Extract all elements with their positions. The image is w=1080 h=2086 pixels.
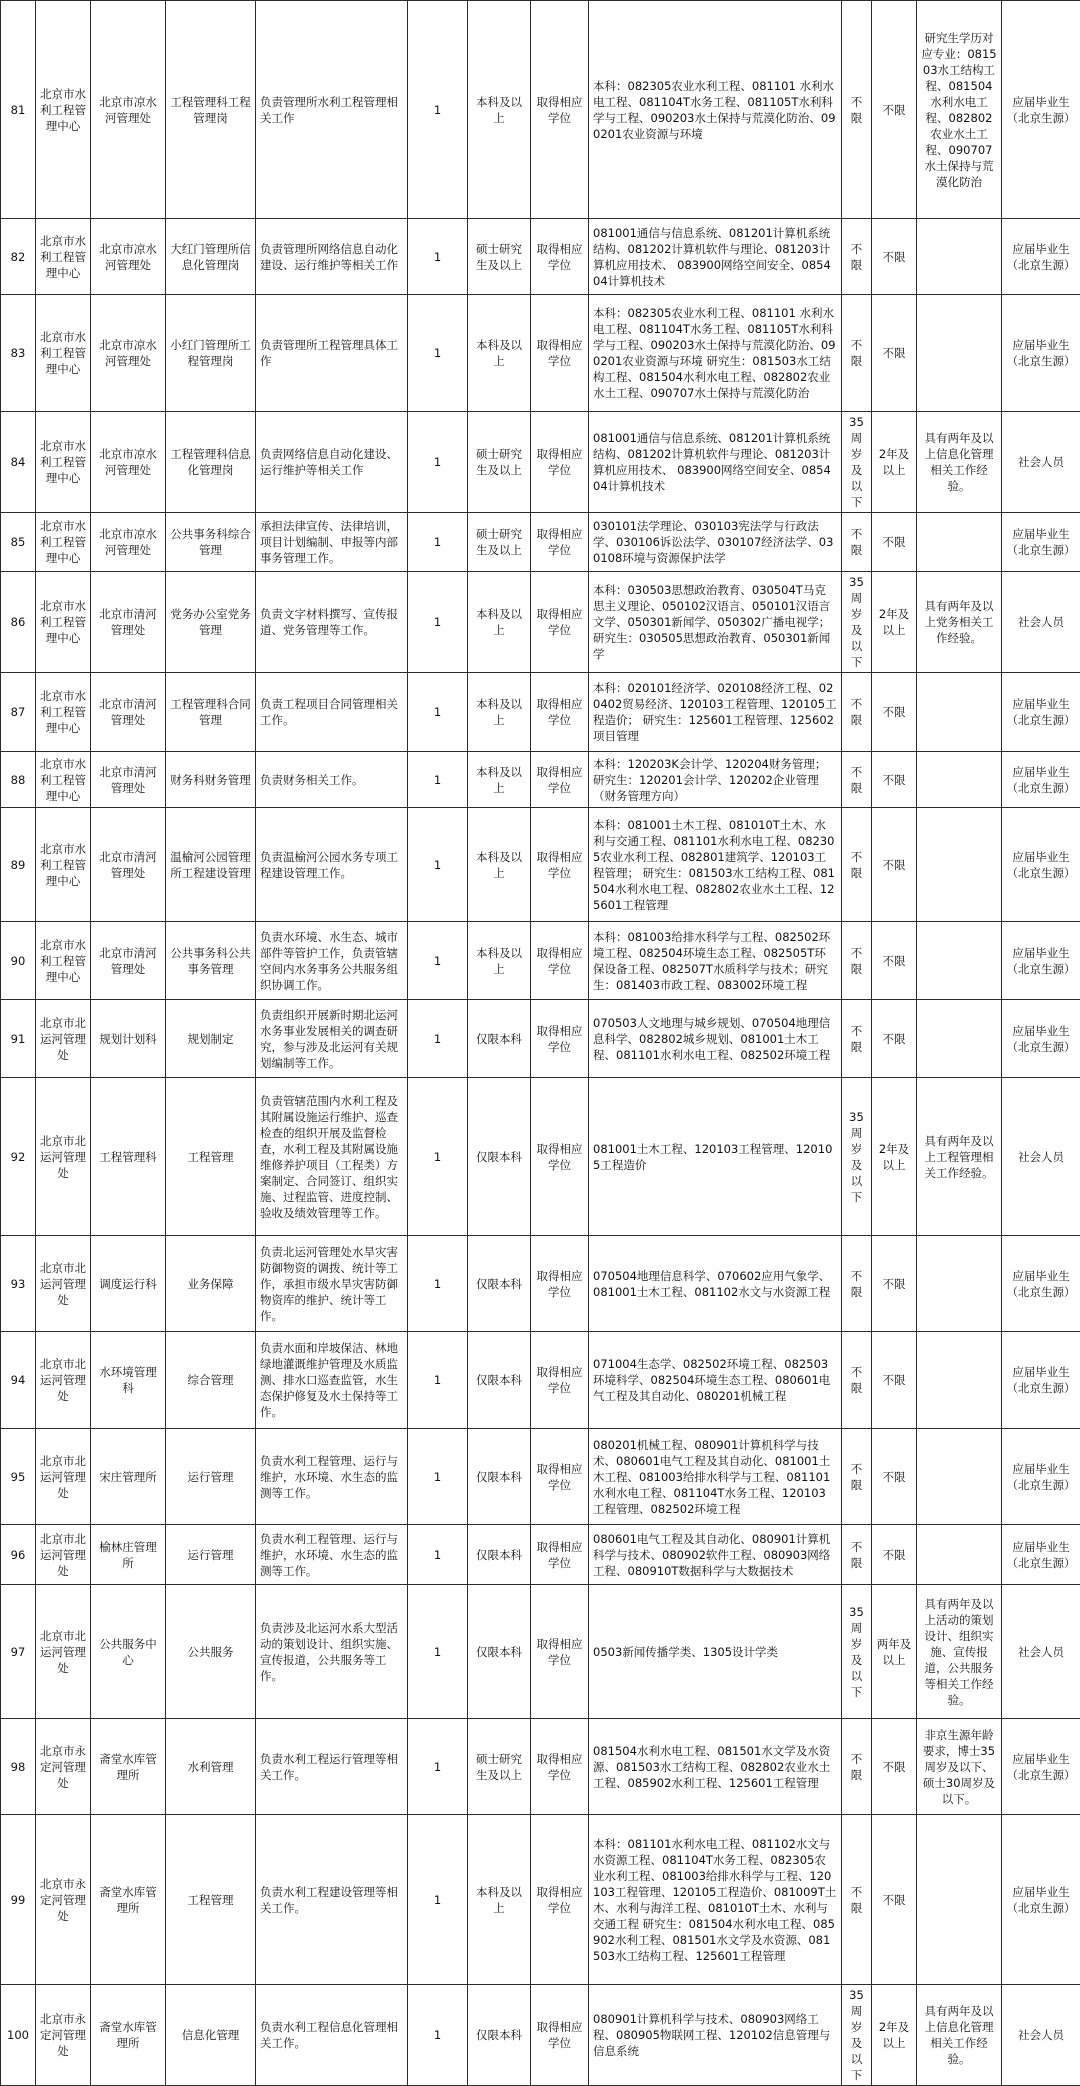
duty-cell: 负责涉及北运河水系大型活动的策划设计、组织实施、宣传报道，公共服务等工作。 — [256, 1585, 408, 1719]
headcount-cell: 1 — [408, 752, 468, 808]
other-requirement-cell — [917, 1236, 1002, 1332]
department-cell: 北京市水利工程管理中心 — [36, 673, 91, 752]
unit-cell: 北京市清河管理处 — [91, 808, 166, 922]
degree-cell: 取得相应学位 — [531, 572, 589, 673]
other-requirement-cell — [917, 295, 1002, 412]
age-cell: 35周岁及以下 — [842, 1985, 872, 2086]
headcount-cell: 1 — [408, 1719, 468, 1815]
other-requirement-cell — [917, 1429, 1002, 1525]
unit-cell: 斋堂水库管理所 — [91, 1815, 166, 1985]
degree-cell: 取得相应学位 — [531, 219, 589, 295]
duty-cell: 负责管辖范围内水利工程及其附属设施运行维护、巡查检查的组织开展及监督检查，水利工程及其附属设施维修养护项目（工程类）方案制定、合同签订、组织实施、过程监管、进度控制、验收及绩效管理等工作。 — [256, 1078, 408, 1236]
post-cell: 规划制定 — [166, 1000, 256, 1078]
education-cell: 本科及以上 — [468, 808, 531, 922]
table-row — [1, 1719, 1080, 1815]
duty-cell: 负责水利工程管理、运行与维护，水环境、水生态的监测等工作。 — [256, 1429, 408, 1525]
major-cell: 070504地理信息科学、070602应用气象学、081001土木工程、081102水文与水资源工程 — [589, 1236, 842, 1332]
headcount-cell: 1 — [408, 219, 468, 295]
unit-cell: 北京市清河管理处 — [91, 572, 166, 673]
major-cell: 本科：120203K会计学、120204财务管理；研究生：120201会计学、120202企业管理（财务管理方向） — [589, 752, 842, 808]
experience-cell: 不限 — [872, 219, 917, 295]
unit-cell: 调度运行科 — [91, 1236, 166, 1332]
target-cell: 应届毕业生（北京生源） — [1002, 513, 1080, 572]
degree-cell: 取得相应学位 — [531, 673, 589, 752]
target-cell: 应届毕业生（北京生源） — [1002, 1429, 1080, 1525]
unit-cell: 北京市凉水河管理处 — [91, 1, 166, 219]
other-requirement-cell — [917, 752, 1002, 808]
age-cell: 不限 — [842, 1815, 872, 1985]
target-cell: 社会人员 — [1002, 1585, 1080, 1719]
other-requirement-cell: 研究生学历对应专业：081503水工结构工程、081504水利水电工程、082802农业水土工程、090707水土保持与荒漠化防治 — [917, 1, 1002, 219]
duty-cell: 负责水利工程管理、运行与维护，水环境、水生态的监测等工作。 — [256, 1525, 408, 1585]
headcount-cell: 1 — [408, 1815, 468, 1985]
unit-cell: 斋堂水库管理所 — [91, 1719, 166, 1815]
table-row — [1, 1429, 1080, 1525]
department-cell: 北京市水利工程管理中心 — [36, 513, 91, 572]
headcount-cell: 1 — [408, 572, 468, 673]
major-cell: 080601电气工程及其自动化、080901计算机科学与技术、080902软件工程、080903网络工程、080910T数据科学与大数据技术 — [589, 1525, 842, 1585]
post-cell: 温榆河公园管理所工程建设管理 — [166, 808, 256, 922]
table-row — [1, 295, 1080, 412]
target-cell: 应届毕业生（北京生源） — [1002, 1000, 1080, 1078]
age-cell: 35周岁及以下 — [842, 572, 872, 673]
row-number-cell: 88 — [1, 752, 36, 808]
education-cell: 仅限本科 — [468, 1000, 531, 1078]
duty-cell: 负责工程项目合同管理相关工作。 — [256, 673, 408, 752]
headcount-cell: 1 — [408, 1000, 468, 1078]
experience-cell: 2年及以上 — [872, 1985, 917, 2086]
duty-cell: 承担法律宣传、法律培训，项目计划编制、申报等内部事务管理工作。 — [256, 513, 408, 572]
row-number-cell: 97 — [1, 1585, 36, 1719]
experience-cell: 不限 — [872, 1, 917, 219]
degree-cell: 取得相应学位 — [531, 513, 589, 572]
experience-cell: 不限 — [872, 673, 917, 752]
experience-cell: 2年及以上 — [872, 572, 917, 673]
post-cell: 公共事务科公共事务管理 — [166, 922, 256, 1000]
duty-cell: 负责管理所工程管理具体工作 — [256, 295, 408, 412]
target-cell: 应届毕业生（北京生源） — [1002, 922, 1080, 1000]
education-cell: 仅限本科 — [468, 1236, 531, 1332]
table-body — [1, 1, 1080, 2086]
major-cell: 本科：082305农业水利工程、081101 水利水电工程、081104T水务工程、081105T水利科学与工程、090203水土保持与荒漠化防治、090201农业资源与环境 — [589, 1, 842, 219]
row-number-cell: 85 — [1, 513, 36, 572]
unit-cell: 工程管理科 — [91, 1078, 166, 1236]
other-requirement-cell — [917, 1525, 1002, 1585]
education-cell: 仅限本科 — [468, 1429, 531, 1525]
target-cell: 应届毕业生（北京生源） — [1002, 1815, 1080, 1985]
other-requirement-cell — [917, 808, 1002, 922]
major-cell: 本科：020101经济学、020108经济工程、020402贸易经济、120103工程管理、120105工程造价； 研究生：125601工程管理、125602项目管理 — [589, 673, 842, 752]
table-row — [1, 922, 1080, 1000]
department-cell: 北京市水利工程管理中心 — [36, 412, 91, 513]
degree-cell: 取得相应学位 — [531, 1719, 589, 1815]
other-requirement-cell — [917, 1332, 1002, 1429]
other-requirement-cell — [917, 922, 1002, 1000]
experience-cell: 不限 — [872, 1719, 917, 1815]
post-cell: 工程管理 — [166, 1078, 256, 1236]
education-cell: 仅限本科 — [468, 1078, 531, 1236]
degree-cell: 取得相应学位 — [531, 1985, 589, 2086]
table-row — [1, 513, 1080, 572]
target-cell: 应届毕业生（北京生源） — [1002, 1332, 1080, 1429]
unit-cell: 宋庄管理所 — [91, 1429, 166, 1525]
age-cell: 不限 — [842, 1719, 872, 1815]
experience-cell: 2年及以上 — [872, 1078, 917, 1236]
headcount-cell: 1 — [408, 1, 468, 219]
age-cell: 不限 — [842, 295, 872, 412]
department-cell: 北京市北运河管理处 — [36, 1429, 91, 1525]
post-cell: 财务科财务管理 — [166, 752, 256, 808]
duty-cell: 负责水面和岸坡保洁、林地绿地灌溉维护管理及水质监测、排水口巡查监管，水生态保护修复及水土保持等工作。 — [256, 1332, 408, 1429]
table-row — [1, 572, 1080, 673]
row-number-cell: 81 — [1, 1, 36, 219]
education-cell: 本科及以上 — [468, 673, 531, 752]
unit-cell: 北京市清河管理处 — [91, 922, 166, 1000]
experience-cell: 不限 — [872, 1525, 917, 1585]
other-requirement-cell: 具有两年及以上党务相关工作经验。 — [917, 572, 1002, 673]
unit-cell: 北京市凉水河管理处 — [91, 412, 166, 513]
degree-cell: 取得相应学位 — [531, 1585, 589, 1719]
age-cell: 35周岁及以下 — [842, 412, 872, 513]
duty-cell: 负责北运河管理处水旱灾害防御物资的调拨、统计等工作，承担市级水旱灾害防御物资库的维护、统计等工作。 — [256, 1236, 408, 1332]
table-row — [1, 1985, 1080, 2086]
row-number-cell: 87 — [1, 673, 36, 752]
headcount-cell: 1 — [408, 922, 468, 1000]
major-cell: 070503人文地理与城乡规划、070504地理信息科学、082802城乡规划、081001土木工程、081101水利水电工程、082502环境工程 — [589, 1000, 842, 1078]
degree-cell: 取得相应学位 — [531, 752, 589, 808]
target-cell: 应届毕业生（北京生源） — [1002, 752, 1080, 808]
age-cell: 不限 — [842, 1525, 872, 1585]
table-row — [1, 1, 1080, 219]
major-cell: 本科：081003给排水科学与工程、082502环境工程、082504环境生态工程、082505T环保设备工程、082507T水质科学与技术；研究生：081403市政工程、083002环境工程 — [589, 922, 842, 1000]
row-number-cell: 94 — [1, 1332, 36, 1429]
department-cell: 北京市北运河管理处 — [36, 1332, 91, 1429]
experience-cell: 2年及以上 — [872, 412, 917, 513]
major-cell: 081001通信与信息系统、081201计算机系统结构、081202计算机软件与理论、081203计算机应用技术、 083900网络空间安全、085404计算机技术 — [589, 412, 842, 513]
age-cell: 不限 — [842, 808, 872, 922]
age-cell: 不限 — [842, 922, 872, 1000]
education-cell: 硕士研究生及以上 — [468, 1719, 531, 1815]
other-requirement-cell: 具有两年及以上信息化管理相关工作经验。 — [917, 412, 1002, 513]
table-row — [1, 1236, 1080, 1332]
major-cell: 本科：030503思想政治教育、030504T马克思主义理论、050102汉语言、050101汉语言文学、050301新闻学、050302广播电视学；研究生：030505思想政治教育、050301新闻学 — [589, 572, 842, 673]
post-cell: 信息化管理 — [166, 1985, 256, 2086]
experience-cell: 不限 — [872, 1429, 917, 1525]
post-cell: 小红门管理所工程管理岗 — [166, 295, 256, 412]
post-cell: 大红门管理所信息化管理岗 — [166, 219, 256, 295]
post-cell: 综合管理 — [166, 1332, 256, 1429]
post-cell: 公共服务 — [166, 1585, 256, 1719]
table-row — [1, 412, 1080, 513]
unit-cell: 北京市凉水河管理处 — [91, 295, 166, 412]
education-cell: 硕士研究生及以上 — [468, 513, 531, 572]
headcount-cell: 1 — [408, 1985, 468, 2086]
duty-cell: 负责水利工程运行管理等相关工作。 — [256, 1719, 408, 1815]
degree-cell: 取得相应学位 — [531, 1078, 589, 1236]
unit-cell: 北京市清河管理处 — [91, 673, 166, 752]
table-row — [1, 752, 1080, 808]
major-cell: 030101法学理论、030103宪法学与行政法学、030106诉讼法学、030107经济法学、030108环境与资源保护法学 — [589, 513, 842, 572]
education-cell: 本科及以上 — [468, 1815, 531, 1985]
department-cell: 北京市北运河管理处 — [36, 1585, 91, 1719]
target-cell: 应届毕业生（北京生源） — [1002, 1719, 1080, 1815]
unit-cell: 北京市凉水河管理处 — [91, 219, 166, 295]
other-requirement-cell: 非京生源年龄要求，博士35周岁及以下、硕士30周岁及以下。 — [917, 1719, 1002, 1815]
headcount-cell: 1 — [408, 673, 468, 752]
degree-cell: 取得相应学位 — [531, 1236, 589, 1332]
major-cell: 081001通信与信息系统、081201计算机系统结构、081202计算机软件与理论、081203计算机应用技术、 083900网络空间安全、085404计算机技术 — [589, 219, 842, 295]
headcount-cell: 1 — [408, 1332, 468, 1429]
age-cell: 不限 — [842, 752, 872, 808]
target-cell: 社会人员 — [1002, 1078, 1080, 1236]
department-cell: 北京市水利工程管理中心 — [36, 922, 91, 1000]
post-cell: 业务保障 — [166, 1236, 256, 1332]
post-cell: 工程管理科工程管理岗 — [166, 1, 256, 219]
department-cell: 北京市永定河管理处 — [36, 1719, 91, 1815]
major-cell: 本科：081001土木工程、081010T土木、水利与交通工程、081101水利水电工程、082305农业水利工程、082801建筑学、120103工程管理； 研究生：081503水工结构工程、081504水利水电工程、082802农业水土工程、125601工程管理 — [589, 808, 842, 922]
headcount-cell: 1 — [408, 1236, 468, 1332]
department-cell: 北京市北运河管理处 — [36, 1525, 91, 1585]
age-cell: 不限 — [842, 219, 872, 295]
target-cell: 社会人员 — [1002, 412, 1080, 513]
degree-cell: 取得相应学位 — [531, 1332, 589, 1429]
row-number-cell: 93 — [1, 1236, 36, 1332]
duty-cell: 负责水环境、水生态、城市部件等管护工作，负责管辖空间内水务事务公共服务组织协调工作。 — [256, 922, 408, 1000]
row-number-cell: 98 — [1, 1719, 36, 1815]
experience-cell: 不限 — [872, 1000, 917, 1078]
department-cell: 北京市永定河管理处 — [36, 1815, 91, 1985]
row-number-cell: 86 — [1, 572, 36, 673]
other-requirement-cell — [917, 1815, 1002, 1985]
education-cell: 本科及以上 — [468, 1, 531, 219]
experience-cell: 不限 — [872, 922, 917, 1000]
experience-cell: 不限 — [872, 752, 917, 808]
other-requirement-cell: 具有两年及以上工程管理相关工作经验。 — [917, 1078, 1002, 1236]
table-row — [1, 1332, 1080, 1429]
headcount-cell: 1 — [408, 1585, 468, 1719]
experience-cell: 不限 — [872, 808, 917, 922]
target-cell: 应届毕业生（北京生源） — [1002, 808, 1080, 922]
headcount-cell: 1 — [408, 1078, 468, 1236]
table-row — [1, 808, 1080, 922]
post-cell: 运行管理 — [166, 1429, 256, 1525]
row-number-cell: 100 — [1, 1985, 36, 2086]
major-cell: 071004生态学、082502环境工程、082503环境科学、082504环境生态工程、080601电气工程及其自动化、080201机械工程 — [589, 1332, 842, 1429]
age-cell: 不限 — [842, 673, 872, 752]
other-requirement-cell — [917, 219, 1002, 295]
row-number-cell: 96 — [1, 1525, 36, 1585]
department-cell: 北京市水利工程管理中心 — [36, 808, 91, 922]
post-cell: 党务办公室党务管理 — [166, 572, 256, 673]
degree-cell: 取得相应学位 — [531, 412, 589, 513]
department-cell: 北京市永定河管理处 — [36, 1985, 91, 2086]
table-row — [1, 1815, 1080, 1985]
other-requirement-cell — [917, 513, 1002, 572]
unit-cell: 斋堂水库管理所 — [91, 1985, 166, 2086]
experience-cell: 两年及以上 — [872, 1585, 917, 1719]
other-requirement-cell: 具有两年及以上信息化管理相关工作经验。 — [917, 1985, 1002, 2086]
age-cell: 不限 — [842, 1, 872, 219]
duty-cell: 负责水利工程信息化管理相关工作。 — [256, 1985, 408, 2086]
department-cell: 北京市水利工程管理中心 — [36, 1, 91, 219]
education-cell: 本科及以上 — [468, 572, 531, 673]
headcount-cell: 1 — [408, 513, 468, 572]
experience-cell: 不限 — [872, 295, 917, 412]
experience-cell: 不限 — [872, 1815, 917, 1985]
other-requirement-cell: 具有两年及以上活动的策划设计、组织实施、宣传报道，公共服务等相关工作经验。 — [917, 1585, 1002, 1719]
table-row — [1, 1078, 1080, 1236]
target-cell: 社会人员 — [1002, 572, 1080, 673]
unit-cell: 规划计划科 — [91, 1000, 166, 1078]
duty-cell: 负责财务相关工作。 — [256, 752, 408, 808]
age-cell: 35周岁及以下 — [842, 1078, 872, 1236]
education-cell: 本科及以上 — [468, 752, 531, 808]
department-cell: 北京市水利工程管理中心 — [36, 219, 91, 295]
duty-cell: 负责管理所网络信息自动化建设、运行维护等相关工作 — [256, 219, 408, 295]
target-cell: 社会人员 — [1002, 1985, 1080, 2086]
education-cell: 本科及以上 — [468, 295, 531, 412]
duty-cell: 负责文字材料撰写、宣传报道、党务管理等工作。 — [256, 572, 408, 673]
post-cell: 水利管理 — [166, 1719, 256, 1815]
major-cell: 本科：081101水利水电工程、081102水文与水资源工程、081104T水务工程、082305农业水利工程、081003给排水科学与工程、120103工程管理、120105工程造价、081009T土木、水利与海洋工程、081010T土木、水利与交通工程 研究生：081504水利水电工程、085902水利工程、081501水文学及水资源、081503水工结构工程、125601工程管理 — [589, 1815, 842, 1985]
target-cell: 应届毕业生（北京生源） — [1002, 219, 1080, 295]
row-number-cell: 84 — [1, 412, 36, 513]
target-cell: 应届毕业生（北京生源） — [1002, 1236, 1080, 1332]
headcount-cell: 1 — [408, 1525, 468, 1585]
degree-cell: 取得相应学位 — [531, 1000, 589, 1078]
unit-cell: 公共服务中心 — [91, 1585, 166, 1719]
age-cell: 不限 — [842, 1236, 872, 1332]
education-cell: 仅限本科 — [468, 1332, 531, 1429]
degree-cell: 取得相应学位 — [531, 295, 589, 412]
department-cell: 北京市北运河管理处 — [36, 1236, 91, 1332]
target-cell: 应届毕业生（北京生源） — [1002, 295, 1080, 412]
age-cell: 35周岁及以下 — [842, 1585, 872, 1719]
post-cell: 运行管理 — [166, 1525, 256, 1585]
other-requirement-cell — [917, 673, 1002, 752]
department-cell: 北京市水利工程管理中心 — [36, 295, 91, 412]
education-cell: 硕士研究生及以上 — [468, 412, 531, 513]
headcount-cell: 1 — [408, 295, 468, 412]
degree-cell: 取得相应学位 — [531, 1525, 589, 1585]
row-number-cell: 89 — [1, 808, 36, 922]
degree-cell: 取得相应学位 — [531, 808, 589, 922]
duty-cell: 负责水利工程建设管理等相关工作。 — [256, 1815, 408, 1985]
experience-cell: 不限 — [872, 1236, 917, 1332]
age-cell: 不限 — [842, 1429, 872, 1525]
major-cell: 081504水利水电工程、081501水文学及水资源、081503水工结构工程、082802农业水土工程、085902水利工程、125601工程管理 — [589, 1719, 842, 1815]
degree-cell: 取得相应学位 — [531, 1, 589, 219]
table-row — [1, 673, 1080, 752]
degree-cell: 取得相应学位 — [531, 922, 589, 1000]
duty-cell: 负责管理所水利工程管理相关工作 — [256, 1, 408, 219]
unit-cell: 北京市清河管理处 — [91, 752, 166, 808]
target-cell: 应届毕业生（北京生源） — [1002, 1525, 1080, 1585]
row-number-cell: 83 — [1, 295, 36, 412]
duty-cell: 负责网络信息自动化建设、运行维护等相关工作 — [256, 412, 408, 513]
unit-cell: 水环境管理科 — [91, 1332, 166, 1429]
row-number-cell: 90 — [1, 922, 36, 1000]
table-row — [1, 1000, 1080, 1078]
department-cell: 北京市北运河管理处 — [36, 1078, 91, 1236]
post-cell: 公共事务科综合管理 — [166, 513, 256, 572]
major-cell: 0503新闻传播学类、1305设计学类 — [589, 1585, 842, 1719]
row-number-cell: 91 — [1, 1000, 36, 1078]
experience-cell: 不限 — [872, 1332, 917, 1429]
table-row — [1, 1525, 1080, 1585]
education-cell: 本科及以上 — [468, 922, 531, 1000]
education-cell: 硕士研究生及以上 — [468, 219, 531, 295]
duty-cell: 负责组织开展新时期北运河水务事业发展相关的调查研究，参与涉及北运河有关规划编制等工作。 — [256, 1000, 408, 1078]
major-cell: 本科：082305农业水利工程、081101 水利水电工程、081104T水务工程、081105T水利科学与工程、090203水土保持与荒漠化防治、090201农业资源与环境 研究生：081503水工结构工程、081504水利水电工程、082802农业水土工程、090707水土保持与荒漠化防治 — [589, 295, 842, 412]
unit-cell: 北京市凉水河管理处 — [91, 513, 166, 572]
major-cell: 080901计算机科学与技术、080903网络工程、080905物联网工程、120102信息管理与信息系统 — [589, 1985, 842, 2086]
headcount-cell: 1 — [408, 412, 468, 513]
duty-cell: 负责温榆河公园水务专项工程建设管理工作。 — [256, 808, 408, 922]
row-number-cell: 99 — [1, 1815, 36, 1985]
degree-cell: 取得相应学位 — [531, 1429, 589, 1525]
headcount-cell: 1 — [408, 808, 468, 922]
age-cell: 不限 — [842, 1332, 872, 1429]
headcount-cell: 1 — [408, 1429, 468, 1525]
education-cell: 仅限本科 — [468, 1525, 531, 1585]
degree-cell: 取得相应学位 — [531, 1815, 589, 1985]
other-requirement-cell — [917, 1000, 1002, 1078]
row-number-cell: 82 — [1, 219, 36, 295]
post-cell: 工程管理 — [166, 1815, 256, 1985]
department-cell: 北京市水利工程管理中心 — [36, 572, 91, 673]
target-cell: 应届毕业生（北京生源） — [1002, 673, 1080, 752]
major-cell: 080201机械工程、080901计算机科学与技术、080601电气工程及其自动化、081001土木工程、081003给排水科学与工程、081101水利水电工程、081104T水务工程、120103工程管理、082502环境工程 — [589, 1429, 842, 1525]
table-row — [1, 219, 1080, 295]
major-cell: 081001土木工程、120103工程管理、120105工程造价 — [589, 1078, 842, 1236]
experience-cell: 不限 — [872, 513, 917, 572]
department-cell: 北京市水利工程管理中心 — [36, 752, 91, 808]
row-number-cell: 92 — [1, 1078, 36, 1236]
table-row — [1, 1585, 1080, 1719]
target-cell: 应届毕业生（北京生源） — [1002, 1, 1080, 219]
unit-cell: 榆林庄管理所 — [91, 1525, 166, 1585]
department-cell: 北京市北运河管理处 — [36, 1000, 91, 1078]
post-cell: 工程管理科信息化管理岗 — [166, 412, 256, 513]
age-cell: 不限 — [842, 1000, 872, 1078]
education-cell: 仅限本科 — [468, 1985, 531, 2086]
age-cell: 不限 — [842, 513, 872, 572]
row-number-cell: 95 — [1, 1429, 36, 1525]
post-cell: 工程管理科合同管理 — [166, 673, 256, 752]
education-cell: 仅限本科 — [468, 1585, 531, 1719]
